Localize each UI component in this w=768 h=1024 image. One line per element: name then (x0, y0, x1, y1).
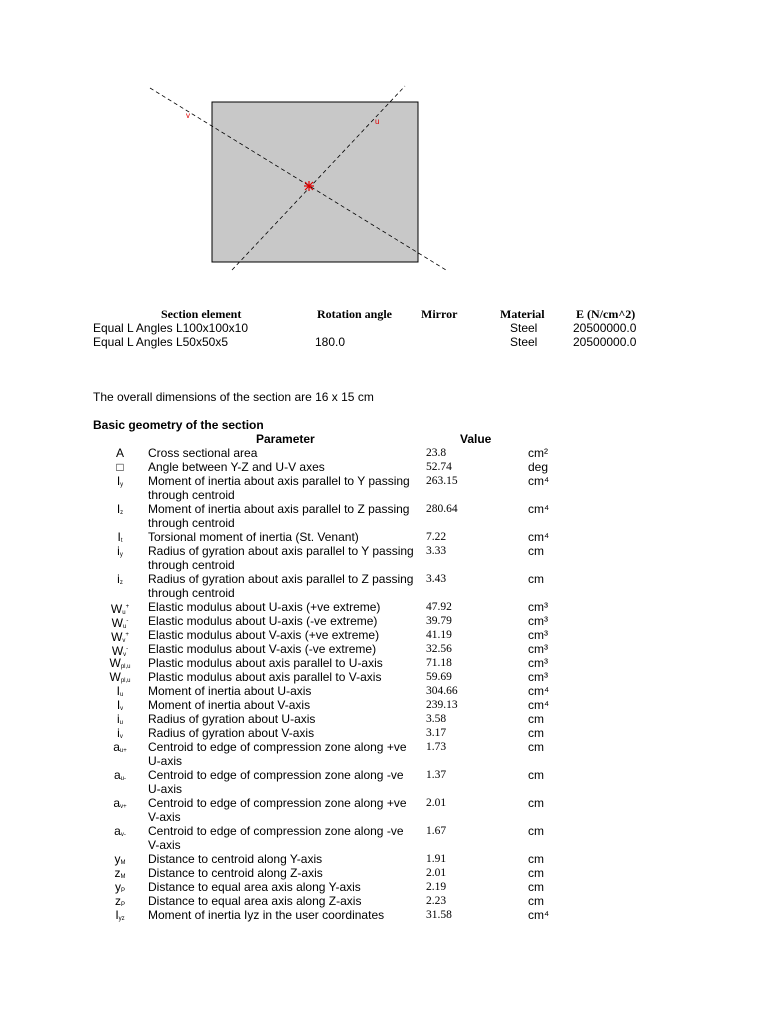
parameter-description: Centroid to edge of compression zone along -ve V-axis (148, 824, 404, 852)
header-mirror: Mirror (421, 307, 458, 321)
parameter-unit: cm⁴ (528, 698, 550, 712)
u-axis-label: u (375, 117, 380, 126)
header-rotation-angle: Rotation angle (317, 307, 392, 321)
v-axis-label: v (186, 111, 190, 120)
parameter-symbol: $y_M$ (114, 852, 126, 866)
parameter-value: 1.67 (426, 825, 447, 837)
parameter-unit: cm⁴ (528, 684, 550, 698)
parameter-description: Elastic modulus about U-axis (-ve extreme) (148, 614, 378, 628)
parameter-unit: cm (528, 740, 544, 754)
parameter-unit: cm (528, 894, 544, 908)
parameter-value: 1.37 (426, 769, 447, 781)
parameter-symbol: $I_{yz}$ (115, 908, 125, 922)
parameter-symbol: □ (116, 460, 124, 474)
header-material: Material (500, 307, 545, 321)
parameter-value: 59.69 (426, 671, 452, 683)
parameter-symbol: $W_u^+$ (110, 602, 130, 616)
parameter-symbol: $a_{v-}$ (114, 824, 126, 838)
parameter-value: 23.8 (426, 447, 447, 459)
parameter-description: Distance to equal area axis along Y-axis (148, 880, 361, 894)
parameter-symbol: $I_z$ (116, 502, 124, 516)
parameter-value: 263.15 (426, 475, 458, 487)
parameter-symbol: A (115, 446, 124, 460)
parameter-symbol: $W_u^-$ (111, 616, 129, 630)
parameter-unit: cm (528, 796, 544, 810)
parameter-value: 2.01 (426, 867, 447, 879)
element-e-modulus: 20500000.0 (573, 335, 637, 349)
parameter-value: 47.92 (426, 601, 452, 613)
parameter-value: 52.74 (426, 461, 452, 473)
element-material: Steel (510, 335, 538, 349)
parameter-symbol: $i_z$ (117, 572, 123, 586)
parameter-description: Moment of inertia about U-axis (148, 684, 312, 698)
parameter-symbol: $i_u$ (116, 712, 123, 726)
parameter-symbol: $W_{pl,u}$ (109, 670, 131, 684)
parameter-symbol: $a_{u+}$ (113, 740, 127, 754)
parameter-value: 32.56 (426, 643, 452, 655)
parameter-unit: cm² (528, 446, 548, 460)
parameter-symbol: $I_t$ (117, 530, 123, 544)
parameter-unit: cm⁴ (528, 530, 550, 544)
parameter-symbol: $z_M$ (114, 866, 126, 880)
parameter-unit: cm (528, 726, 544, 740)
parameter-symbol: $W_{pl,u}$ (109, 656, 131, 670)
element-name: Equal L Angles L100x100x10 (93, 321, 249, 335)
element-name: Equal L Angles L50x50x5 (93, 335, 228, 349)
parameter-value: 239.13 (426, 699, 458, 711)
parameter-symbol: $a_{v+}$ (113, 796, 127, 810)
parameter-unit: cm (528, 866, 544, 880)
parameter-unit: cm³ (528, 656, 548, 670)
parameter-value: 31.58 (426, 909, 452, 921)
parameter-description: Angle between Y-Z and U-V axes (148, 460, 325, 474)
parameter-unit: cm³ (528, 670, 548, 684)
parameter-symbol: $I_u$ (116, 684, 124, 698)
parameter-symbol: $W_v^+$ (111, 630, 129, 644)
parameter-symbol: $y_P$ (114, 880, 125, 894)
parameter-unit: cm⁴ (528, 908, 550, 922)
parameter-description: Cross sectional area (148, 446, 258, 460)
parameter-unit: cm (528, 768, 544, 782)
parameter-description: Plastic modulus about axis parallel to V-axis (148, 670, 382, 684)
parameter-value: 41.19 (426, 629, 452, 641)
parameter-value: 39.79 (426, 615, 452, 627)
parameter-column-header: Parameter (256, 432, 315, 446)
parameter-symbol: $z_P$ (114, 894, 125, 908)
parameter-description: Moment of inertia about axis parallel to Y passing through centroid (148, 474, 410, 502)
parameter-description: Distance to centroid along Z-axis (148, 866, 323, 880)
parameter-symbol: $W_v^-$ (111, 644, 129, 658)
section-figure (0, 0, 768, 300)
parameter-unit: cm³ (528, 642, 548, 656)
parameter-description: Elastic modulus about V-axis (+ve extreme) (148, 628, 380, 642)
parameter-description: Centroid to edge of compression zone along +ve V-axis (148, 796, 407, 824)
parameter-unit: cm³ (528, 600, 548, 614)
parameter-symbol: $a_{u-}$ (113, 768, 127, 782)
parameter-value: 304.66 (426, 685, 458, 697)
parameter-unit: cm³ (528, 628, 548, 642)
parameter-unit: deg (528, 460, 549, 474)
geometry-section-title: Basic geometry of the section (93, 418, 264, 432)
parameter-value: 1.73 (426, 741, 447, 753)
parameter-description: Radius of gyration about V-axis (148, 726, 315, 740)
parameter-description: Radius of gyration about U-axis (148, 712, 316, 726)
parameter-unit: cm (528, 544, 544, 558)
parameter-description: Elastic modulus about V-axis (-ve extreme) (148, 642, 377, 656)
parameter-description: Moment of inertia Iyz in the user coordinates (148, 908, 385, 922)
parameter-value: 3.17 (426, 727, 447, 739)
parameter-value: 2.01 (426, 797, 447, 809)
value-column-header: Value (460, 432, 492, 446)
parameter-value: 3.33 (426, 545, 447, 557)
parameter-value: 2.19 (426, 881, 447, 893)
parameter-value: 3.58 (426, 713, 447, 725)
parameter-description: Elastic modulus about U-axis (+ve extreme) (148, 600, 381, 614)
parameter-value: 1.91 (426, 853, 447, 865)
parameter-value: 2.23 (426, 895, 447, 907)
parameter-symbol: $I_y$ (116, 474, 124, 488)
parameter-value: 3.43 (426, 573, 447, 585)
parameter-unit: cm (528, 572, 544, 586)
parameter-value: 7.22 (426, 531, 447, 543)
centroid-marker (304, 181, 314, 191)
parameter-unit: cm (528, 880, 544, 894)
element-e-modulus: 20500000.0 (573, 321, 637, 335)
parameter-unit: cm (528, 852, 544, 866)
element-material: Steel (510, 321, 538, 335)
parameter-description: Torsional moment of inertia (St. Venant) (148, 530, 359, 544)
parameter-unit: cm⁴ (528, 502, 550, 516)
parameter-description: Radius of gyration about axis parallel to Z passing through centroid (148, 572, 414, 600)
overall-dimensions-text: The overall dimensions of the section are 16 x 15 cm (93, 390, 374, 404)
parameter-description: Radius of gyration about axis parallel to Y passing through centroid (148, 544, 414, 572)
parameter-value: 280.64 (426, 503, 458, 515)
parameter-description: Distance to equal area axis along Z-axis (148, 894, 362, 908)
parameter-symbol: $i_y$ (117, 544, 123, 558)
parameter-unit: cm (528, 712, 544, 726)
header-section-element: Section element (161, 307, 242, 321)
parameter-description: Moment of inertia about V-axis (148, 698, 311, 712)
parameter-description: Centroid to edge of compression zone along -ve U-axis (148, 768, 404, 796)
parameter-description: Distance to centroid along Y-axis (148, 852, 323, 866)
parameter-description: Moment of inertia about axis parallel to Z passing through centroid (148, 502, 410, 530)
parameter-unit: cm³ (528, 614, 548, 628)
parameter-unit: cm (528, 824, 544, 838)
parameter-symbol: $I_v$ (116, 698, 124, 712)
header-e-modulus: E (N/cm^2) (576, 307, 636, 321)
parameter-symbol: $i_v$ (117, 726, 123, 740)
parameter-description: Centroid to edge of compression zone along +ve U-axis (148, 740, 407, 768)
parameter-value: 71.18 (426, 657, 452, 669)
parameter-description: Plastic modulus about axis parallel to U-axis (148, 656, 383, 670)
element-rotation: 180.0 (315, 335, 346, 349)
parameter-unit: cm⁴ (528, 474, 550, 488)
